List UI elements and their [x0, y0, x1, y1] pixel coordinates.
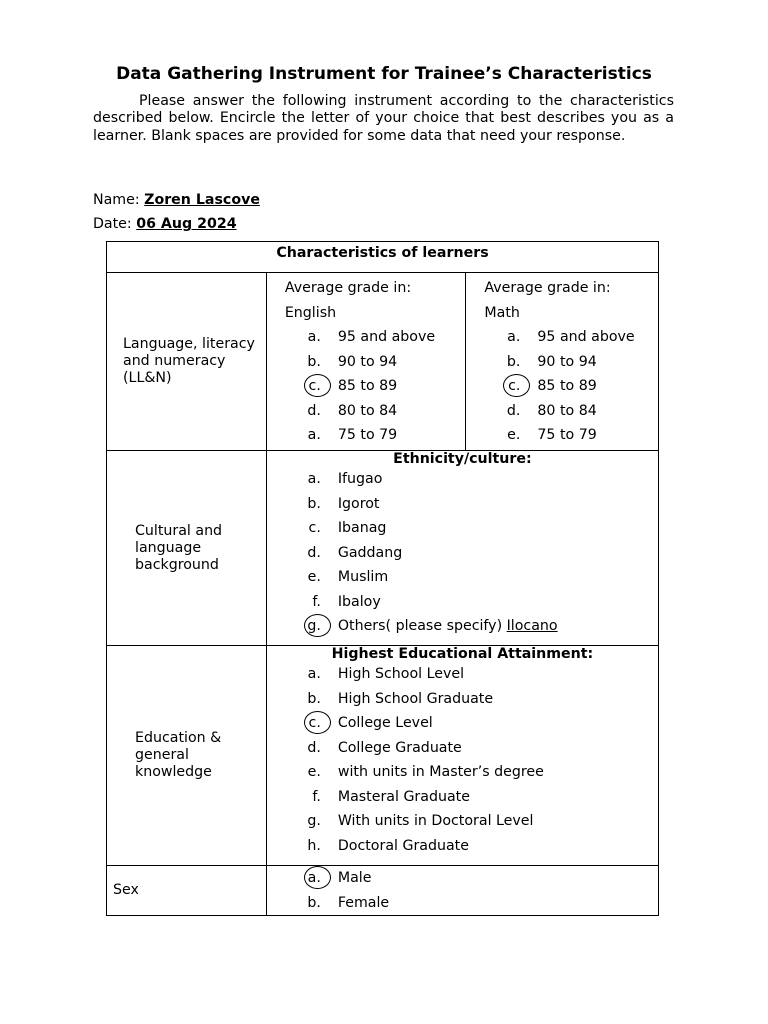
name-value: Zoren Lascove — [144, 192, 260, 208]
math-option-e[interactable]: e. 75 to 79 — [507, 427, 597, 443]
lln-category: Language, literacy and numeracy (LL&N) — [107, 273, 267, 451]
characteristics-table — [106, 241, 659, 916]
math-option-b[interactable]: b. 90 to 94 — [506, 353, 597, 370]
education-option-a[interactable]: a. High School Level — [307, 666, 465, 682]
date-value: 06 Aug 2024 — [136, 216, 237, 232]
date-field — [93, 216, 237, 232]
culture-option-f[interactable]: f. Ibaloy — [312, 593, 381, 610]
english-option-b[interactable]: b. 90 to 94 — [307, 353, 398, 370]
math-option-a[interactable]: a. 95 and above — [507, 329, 635, 345]
math-option-c[interactable]: c. 85 to 89 — [484, 374, 658, 399]
date-label: Date: — [93, 216, 132, 232]
education-option-e[interactable]: e. with units in Master’s degree — [307, 764, 544, 780]
math-option-d[interactable]: d. 80 to 84 — [506, 402, 597, 419]
culture-option-e[interactable]: e. Muslim — [307, 569, 389, 585]
name-label: Name: — [93, 192, 140, 208]
math-subject: Math — [484, 304, 520, 321]
education-option-g[interactable]: g. With units in Doctoral Level — [307, 813, 534, 829]
sex-category: Sex — [107, 866, 267, 916]
english-label: Average grade in: — [284, 280, 412, 296]
education-option-b[interactable]: b. High School Graduate — [307, 690, 494, 707]
education-option-c[interactable]: c. College Level — [285, 711, 658, 736]
english-option-d[interactable]: d. 80 to 84 — [307, 402, 398, 419]
education-heading: Highest Educational Attainment: — [331, 646, 594, 662]
culture-category: Cultural and language background — [107, 451, 267, 646]
culture-option-b[interactable]: b. Igorot — [307, 495, 380, 512]
culture-option-c[interactable]: c. Ibanag — [308, 520, 387, 536]
education-option-f[interactable]: f. Masteral Graduate — [312, 788, 470, 805]
instructions — [93, 93, 674, 145]
culture-option-d[interactable]: d. Gaddang — [307, 544, 403, 561]
education-option-h[interactable]: h. Doctoral Graduate — [307, 837, 469, 854]
english-option-e[interactable]: a. 75 to 79 — [307, 427, 398, 443]
other-ethnicity-value: Ilocano — [506, 618, 558, 634]
table-header: Characteristics of learners — [107, 242, 659, 273]
instructions-text: Please answer the following instrument according to the characteristics described below. Encircle the letter of your choice that best describes you as a learner. Blank spaces are provided for some data that need your response. — [93, 93, 674, 144]
math-cell — [466, 273, 659, 451]
sex-option-b[interactable]: b. Female — [307, 894, 390, 911]
education-cell — [266, 646, 658, 866]
page-title: Data Gathering Instrument for Trainee’s Characteristics — [116, 64, 652, 84]
education-option-d[interactable]: d. College Graduate — [307, 739, 462, 756]
culture-heading: Ethnicity/culture: — [393, 451, 532, 467]
sex-cell — [266, 866, 658, 916]
math-label: Average grade in: — [484, 280, 611, 296]
culture-option-g[interactable]: g. Others( please specify) Ilocano — [285, 614, 658, 639]
education-category: Education & general knowledge — [107, 646, 267, 866]
english-option-a[interactable]: a. 95 and above — [307, 329, 436, 345]
english-cell — [266, 273, 466, 451]
english-subject: English — [284, 304, 337, 321]
english-option-c[interactable]: c. 85 to 89 — [285, 374, 466, 399]
sex-option-a[interactable]: a. Male — [285, 866, 658, 891]
name-field — [93, 192, 260, 208]
culture-cell — [266, 451, 658, 646]
culture-option-a[interactable]: a. Ifugao — [307, 471, 383, 487]
